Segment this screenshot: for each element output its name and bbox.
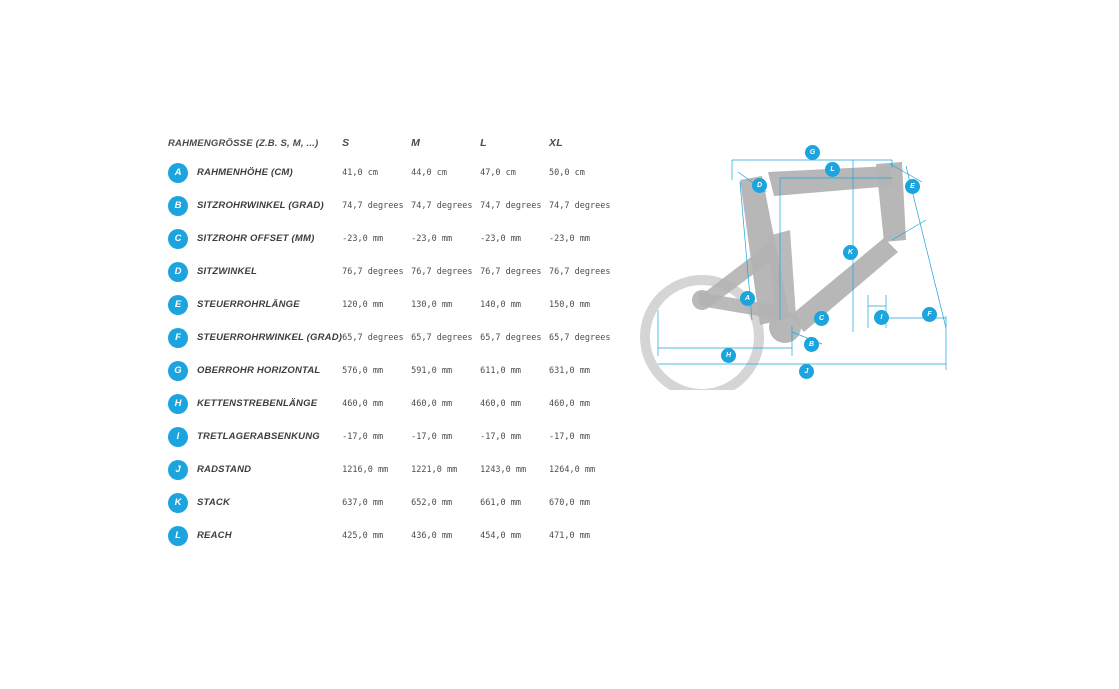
row-label-cell (168, 420, 342, 453)
row-label-cell (168, 156, 342, 189)
row-name: RAHMENHÖHE (CM) (197, 167, 293, 178)
cell-m: 130,0 mm (411, 299, 453, 310)
row-key-badge: A (168, 163, 188, 183)
row-key-badge: F (168, 328, 188, 348)
row-key-badge: C (168, 229, 188, 249)
header-size-m: M (411, 137, 421, 149)
table-body (168, 156, 618, 552)
table-row (168, 288, 618, 321)
cell-s: -17,0 mm (342, 431, 384, 442)
cell-l: 140,0 mm (480, 299, 522, 310)
row-label-cell (168, 222, 342, 255)
cell-m: -17,0 mm (411, 431, 453, 442)
row-name: SITZROHRWINKEL (GRAD) (197, 200, 324, 211)
table-row (168, 189, 618, 222)
dim-badge-h: H (721, 348, 736, 363)
cell-m: 76,7 degrees (411, 266, 473, 277)
row-label-cell (168, 486, 342, 519)
cell-xl: 50,0 cm (549, 167, 585, 178)
dim-badge-j: J (799, 364, 814, 379)
table-header-row (168, 130, 618, 156)
dim-badge-f: F (922, 307, 937, 322)
row-key-badge: G (168, 361, 188, 381)
cell-xl: 74,7 degrees (549, 200, 611, 211)
cell-s: 120,0 mm (342, 299, 384, 310)
dim-badge-a: A (740, 291, 755, 306)
row-name: SITZWINKEL (197, 266, 258, 277)
row-name: STACK (197, 497, 231, 508)
cell-l: 76,7 degrees (480, 266, 542, 277)
cell-l: 454,0 mm (480, 530, 522, 541)
cell-l: 47,0 cm (480, 167, 516, 178)
row-label-cell (168, 189, 342, 222)
cell-s: 576,0 mm (342, 365, 384, 376)
table-row (168, 354, 618, 387)
cell-m: 652,0 mm (411, 497, 453, 508)
row-key-badge: J (168, 460, 188, 480)
header-frame-size: RAHMENGRÖSSE (Z.B. S, M, ...) (168, 138, 319, 149)
cell-m: -23,0 mm (411, 233, 453, 244)
cell-xl: -23,0 mm (549, 233, 590, 244)
row-name: RADSTAND (197, 464, 252, 475)
cell-m: 44,0 cm (411, 167, 447, 178)
row-label-cell (168, 255, 342, 288)
dim-badge-l: L (825, 162, 840, 177)
cell-xl: 670,0 mm (549, 497, 590, 508)
cell-xl: 631,0 mm (549, 365, 590, 376)
cell-xl: 471,0 mm (549, 530, 590, 541)
table-row (168, 519, 618, 552)
row-label-cell (168, 321, 342, 354)
cell-xl: 1264,0 mm (549, 464, 596, 475)
table-row (168, 255, 618, 288)
cell-s: 41,0 cm (342, 167, 378, 178)
row-key-badge: I (168, 427, 188, 447)
table-row (168, 420, 618, 453)
cell-l: -17,0 mm (480, 431, 522, 442)
cell-xl: 76,7 degrees (549, 266, 611, 277)
cell-s: 460,0 mm (342, 398, 384, 409)
row-name: OBERROHR HORIZONTAL (197, 365, 321, 376)
geometry-table-container (168, 130, 618, 552)
cell-m: 460,0 mm (411, 398, 453, 409)
row-label-cell (168, 519, 342, 552)
row-key-badge: L (168, 526, 188, 546)
row-name: SITZROHR OFFSET (MM) (197, 233, 315, 244)
cell-xl: 460,0 mm (549, 398, 590, 409)
dim-badge-b: B (804, 337, 819, 352)
cell-xl: -17,0 mm (549, 431, 590, 442)
row-name: TRETLAGERABSENKUNG (197, 431, 320, 442)
table-row (168, 156, 618, 189)
row-name: REACH (197, 530, 232, 541)
cell-l: 661,0 mm (480, 497, 522, 508)
dim-badge-g: G (805, 145, 820, 160)
row-key-badge: H (168, 394, 188, 414)
row-key-badge: E (168, 295, 188, 315)
dim-badge-i: I (874, 310, 889, 325)
row-key-badge: K (168, 493, 188, 513)
bike-frame-silhouette (640, 162, 1002, 390)
cell-l: 460,0 mm (480, 398, 522, 409)
cell-l: -23,0 mm (480, 233, 522, 244)
row-name: KETTENSTREBENLÄNGE (197, 398, 318, 409)
bike-diagram-svg (640, 120, 1110, 390)
cell-l: 65,7 degrees (480, 332, 542, 343)
header-size-l: L (480, 137, 487, 149)
header-size-xl: XL (549, 137, 563, 149)
table-row (168, 222, 618, 255)
header-size-s: S (342, 137, 350, 149)
bike-geometry-diagram (640, 120, 1110, 390)
row-key-badge: B (168, 196, 188, 216)
table-row (168, 453, 618, 486)
row-name: STEUERROHRLÄNGE (197, 299, 300, 310)
cell-l: 74,7 degrees (480, 200, 542, 211)
row-label-cell (168, 288, 342, 321)
cell-xl: 150,0 mm (549, 299, 590, 310)
cell-s: 76,7 degrees (342, 266, 404, 277)
cell-xl: 65,7 degrees (549, 332, 611, 343)
cell-m: 591,0 mm (411, 365, 453, 376)
table-row (168, 321, 618, 354)
cell-s: -23,0 mm (342, 233, 384, 244)
row-label-cell (168, 354, 342, 387)
dim-badge-d: D (752, 178, 767, 193)
row-label-cell (168, 387, 342, 420)
row-label-cell (168, 453, 342, 486)
cell-s: 425,0 mm (342, 530, 384, 541)
cell-s: 1216,0 mm (342, 464, 389, 475)
cell-m: 74,7 degrees (411, 200, 473, 211)
row-name: STEUERROHRWINKEL (GRAD) (197, 332, 343, 343)
cell-s: 65,7 degrees (342, 332, 404, 343)
cell-l: 1243,0 mm (480, 464, 527, 475)
dim-badge-e: E (905, 179, 920, 194)
dim-badge-c: C (814, 311, 829, 326)
geometry-table (168, 130, 618, 552)
table-row (168, 387, 618, 420)
dim-badge-k: K (843, 245, 858, 260)
row-key-badge: D (168, 262, 188, 282)
cell-s: 74,7 degrees (342, 200, 404, 211)
cell-m: 65,7 degrees (411, 332, 473, 343)
cell-s: 637,0 mm (342, 497, 384, 508)
cell-m: 436,0 mm (411, 530, 453, 541)
table-row (168, 486, 618, 519)
cell-m: 1221,0 mm (411, 464, 458, 475)
cell-l: 611,0 mm (480, 365, 522, 376)
